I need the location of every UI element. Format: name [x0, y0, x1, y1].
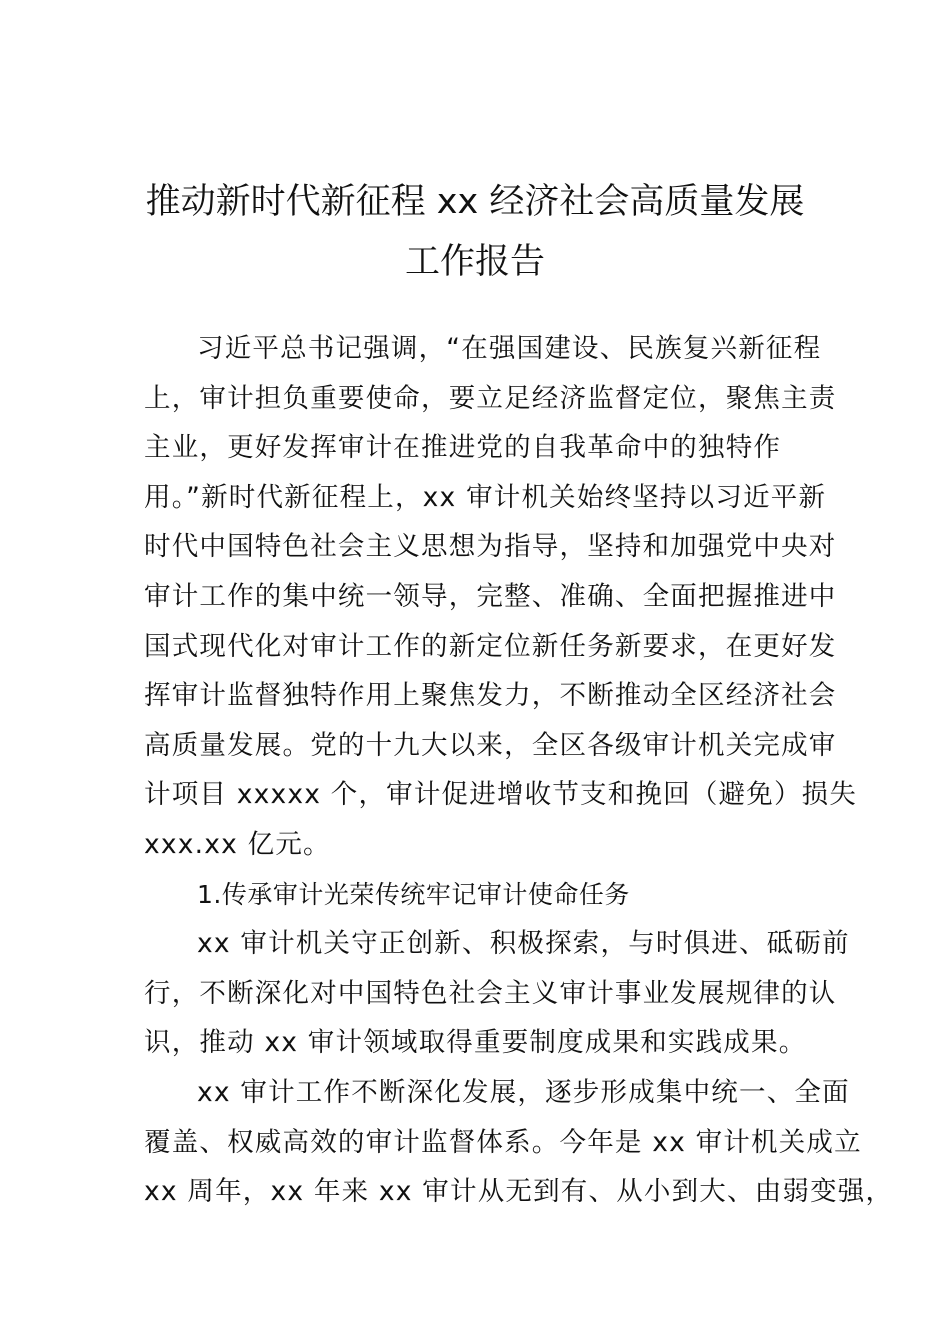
body-line: 用。”新时代新征程上，xx 审计机关始终坚持以习近平新: [144, 481, 827, 513]
body-line: 行，不断深化对中国特色社会主义审计事业发展规律的认: [144, 977, 837, 1009]
title-line-2: 工作报告: [404, 242, 545, 282]
body-line: 覆盖、权威高效的审计监督体系。今年是 xx 审计机关成立: [144, 1126, 862, 1158]
body-line: 上，审计担负重要使命，要立足经济监督定位，聚焦主责: [144, 382, 837, 414]
title-line-1: 推动新时代新征程 xx 经济社会高质量发展: [145, 182, 805, 222]
document-title: [100, 172, 850, 292]
body-line: xxx.xx 亿元。: [144, 828, 331, 860]
body-line: xx 周年，xx 年来 xx 审计从无到有、从小到大、由弱变强，: [144, 1176, 894, 1208]
body-line: 习近平总书记强调，“在强国建设、民族复兴新征程: [197, 333, 822, 364]
body-line: 国式现代化对审计工作的新定位新任务新要求，在更好发: [144, 630, 837, 662]
body-line: 时代中国特色社会主义思想为指导，坚持和加强党中央对: [144, 531, 837, 563]
body-line: xx 审计机关守正创新、积极探索，与时俱进、砥砺前: [197, 928, 850, 960]
body-line: 审计工作的集中统一领导，完整、准确、全面把握推进中: [144, 580, 837, 612]
document-body: [144, 324, 894, 1217]
body-line: 识，推动 xx 审计领域取得重要制度成果和实践成果。: [144, 1027, 807, 1059]
body-line: xx 审计工作不断深化发展，逐步形成集中统一、全面: [197, 1076, 850, 1108]
body-line: 高质量发展。党的十九大以来，全区各级审计机关完成审: [144, 729, 837, 761]
body-line: 挥审计监督独特作用上聚焦发力，不断推动全区经济社会: [144, 680, 837, 712]
section-heading: 1.传承审计光荣传统牢记审计使命任务: [197, 879, 630, 909]
body-line: 计项目 xxxxx 个，审计促进增收节支和挽回（避免）损失: [144, 779, 858, 811]
body-line: 主业，更好发挥审计在推进党的自我革命中的独特作: [144, 432, 782, 464]
